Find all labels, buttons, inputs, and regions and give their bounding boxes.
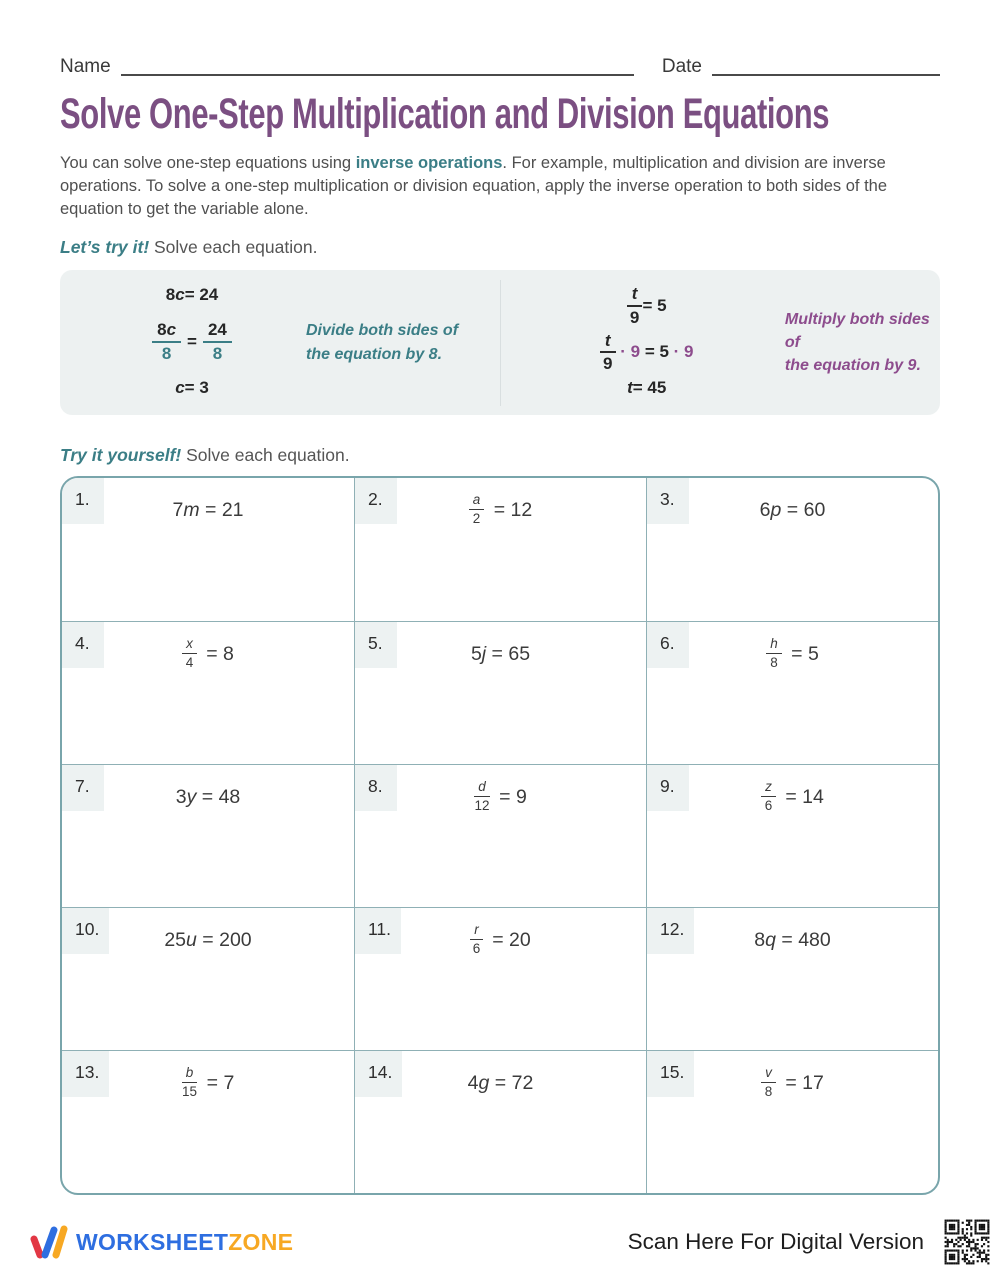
note-line: Divide both sides of	[306, 322, 459, 340]
fraction-denominator: 9	[602, 354, 613, 374]
equation-rest: = 60	[781, 498, 826, 521]
intro-text-after: . For example, multiplication and division are inverse operations. To solve a one-step multiplication or division equation, apply the inverse operation to both sides of the equation to get the variable alone.	[60, 154, 888, 218]
fraction-numerator: v	[761, 1066, 776, 1083]
equation-rest: = 48	[196, 785, 241, 808]
coefficient: 6	[759, 498, 771, 521]
fraction-denominator: 4	[185, 655, 194, 670]
equation-rest: = 24	[184, 285, 219, 304]
fraction-numerator: t	[600, 332, 616, 354]
variable: m	[183, 498, 200, 521]
intro-paragraph	[60, 152, 940, 221]
fraction-numerator: z	[761, 780, 776, 797]
equation-line	[600, 332, 694, 374]
problem-number: 3.	[647, 478, 689, 524]
date-label: Date	[661, 56, 702, 77]
name-blank-line	[121, 56, 634, 76]
variable: c	[166, 319, 177, 339]
equation-line	[627, 378, 666, 398]
equation-rest: = 45	[632, 378, 667, 397]
inverse-operations-highlight: inverse operations	[355, 154, 503, 172]
coefficient: 3	[175, 785, 187, 808]
equation-line	[175, 378, 209, 398]
equation-rest: = 8	[200, 642, 234, 665]
fraction-numerator: b	[182, 1066, 198, 1083]
problem-number: 10.	[62, 908, 109, 954]
coefficient: 25	[164, 928, 187, 951]
fraction-denominator: 15	[181, 1084, 197, 1099]
fraction	[627, 285, 643, 327]
problem-equation	[647, 774, 938, 820]
problem-number: 7.	[62, 765, 104, 811]
problem-number: 14.	[355, 1051, 402, 1097]
fraction-numerator: h	[766, 637, 782, 654]
problem-cell	[354, 1050, 646, 1193]
coefficient: 4	[467, 1071, 479, 1094]
fraction-denominator: 12	[474, 798, 490, 813]
coefficient: 7	[172, 498, 184, 521]
fraction	[761, 780, 776, 814]
problem-number: 9.	[647, 765, 689, 811]
variable: u	[186, 928, 197, 951]
problem-number: 4.	[62, 622, 104, 668]
problem-number: 1.	[62, 478, 104, 524]
note-line: the equation by 9.	[784, 357, 921, 375]
fraction	[152, 321, 181, 363]
equation-rest: = 17	[779, 1071, 824, 1094]
problem-cell	[62, 907, 354, 1050]
problem-equation	[62, 774, 354, 820]
variable: c	[175, 378, 185, 397]
equation-rest: = 14	[779, 785, 824, 808]
note-line: the equation by 8.	[306, 345, 443, 363]
fraction	[182, 1066, 198, 1100]
problem-equation	[647, 1060, 938, 1106]
problem-cell	[354, 621, 646, 764]
division-note	[306, 319, 458, 365]
fraction-numerator: x	[182, 637, 197, 654]
equation-rest: = 7	[201, 1071, 235, 1094]
equation-rest: = 3	[184, 378, 209, 397]
problem-equation	[647, 631, 938, 677]
problem-cell	[646, 478, 938, 621]
footer	[30, 1211, 998, 1273]
note-line: Multiply both sides of	[784, 310, 930, 351]
coefficient: 8	[165, 285, 176, 304]
equation-rest: = 65	[486, 642, 531, 665]
coefficient: 8	[754, 928, 766, 951]
fraction	[203, 321, 232, 363]
fraction-numerator: d	[474, 780, 490, 797]
problem-cell	[646, 621, 938, 764]
fraction-numerator: 24	[203, 321, 232, 343]
example-multiplication-equations	[567, 270, 727, 415]
multiply-operation: · 9	[668, 342, 694, 362]
title-row	[60, 90, 940, 142]
lets-try-label: Let’s try it!	[60, 237, 150, 257]
fraction-numerator: a	[469, 493, 485, 510]
try-yourself-heading	[60, 445, 940, 466]
intro-text-before: You can solve one-step equations using	[60, 154, 356, 172]
problem-cell	[62, 1050, 354, 1193]
fraction	[474, 780, 490, 814]
scan-here-label: Scan Here For Digital Version	[627, 1229, 924, 1254]
brand-name	[76, 1229, 293, 1256]
lets-try-heading	[60, 237, 940, 258]
problem-equation	[62, 1060, 354, 1106]
problem-equation	[647, 917, 938, 963]
variable: y	[186, 785, 197, 808]
problem-number: 15.	[647, 1051, 694, 1097]
problem-cell	[62, 478, 354, 621]
variable: p	[770, 498, 782, 521]
problem-number: 12.	[647, 908, 694, 954]
problem-cell	[646, 907, 938, 1050]
equation-rest: = 72	[489, 1071, 534, 1094]
equation-rest: = 480	[775, 928, 831, 951]
problem-number: 2.	[355, 478, 397, 524]
equation-rest: = 5	[640, 342, 669, 362]
example-division-equations	[122, 270, 262, 415]
example-multiplication	[501, 270, 941, 415]
equation-rest: = 12	[488, 498, 533, 521]
example-division	[60, 270, 500, 415]
equation-line	[627, 285, 667, 327]
problem-equation	[355, 917, 646, 963]
equation-line	[152, 321, 232, 363]
try-yourself-label: Try it yourself!	[60, 445, 182, 465]
problem-cell	[354, 764, 646, 907]
multiply-operation: · 9	[615, 342, 641, 362]
problem-equation	[355, 631, 646, 677]
worksheet-zone-logo	[30, 1222, 293, 1262]
equation-rest: = 21	[199, 498, 244, 521]
fraction-denominator: 6	[472, 941, 481, 956]
problem-number: 11.	[355, 908, 401, 954]
multiplication-note	[785, 308, 940, 378]
brand-word-zone: ZONE	[228, 1228, 294, 1255]
fraction	[470, 923, 483, 957]
problem-cell	[646, 764, 938, 907]
variable: g	[478, 1071, 490, 1094]
problem-cell	[354, 907, 646, 1050]
problem-equation	[62, 487, 354, 533]
coefficient: 5	[470, 642, 482, 665]
qr-code	[936, 1211, 998, 1273]
variable: j	[481, 642, 487, 665]
problem-equation	[62, 917, 354, 963]
equals-sign: =	[187, 331, 197, 351]
problem-cell	[354, 478, 646, 621]
fraction	[761, 1066, 776, 1100]
problem-number: 13.	[62, 1051, 109, 1097]
fraction-denominator: 6	[764, 798, 773, 813]
date-blank-line	[712, 56, 940, 76]
problem-equation	[355, 774, 646, 820]
problem-cell	[646, 1050, 938, 1193]
fraction-denominator: 8	[212, 343, 223, 363]
fraction-denominator: 2	[472, 511, 481, 526]
lets-try-instruction: Solve each equation.	[149, 237, 318, 257]
equation-rest: = 5	[642, 295, 667, 315]
fraction-numerator: t	[627, 285, 643, 307]
problem-number: 5.	[355, 622, 397, 668]
problem-number: 8.	[355, 765, 397, 811]
variable: t	[627, 378, 633, 397]
equation-rest: = 5	[785, 642, 819, 665]
problem-cell	[62, 764, 354, 907]
fraction	[766, 637, 782, 671]
fraction-numerator	[152, 321, 181, 343]
fraction	[600, 332, 616, 374]
equation-rest: = 200	[196, 928, 252, 951]
problem-cell	[62, 621, 354, 764]
w-mark-icon	[30, 1222, 68, 1262]
fraction-denominator: 9	[629, 307, 640, 327]
fraction-denominator: 8	[770, 655, 778, 670]
fraction-denominator: 8	[764, 1084, 773, 1099]
brand-word-worksheet: WORKSHEET	[76, 1228, 229, 1255]
problem-equation	[355, 487, 646, 533]
equation-rest: = 20	[486, 928, 531, 951]
problem-equation	[62, 631, 354, 677]
try-yourself-instruction: Solve each equation.	[181, 445, 350, 465]
fraction-numerator: r	[470, 923, 483, 940]
problem-equation	[355, 1060, 646, 1106]
name-label: Name	[60, 56, 111, 77]
fraction-denominator: 8	[161, 343, 172, 363]
example-box	[60, 270, 940, 415]
variable: c	[175, 285, 185, 304]
page-title: Solve One-Step Multiplication and Division Equations	[60, 90, 830, 138]
problems-grid	[60, 476, 940, 1195]
coefficient: 8	[157, 319, 167, 339]
variable: q	[765, 928, 776, 951]
problem-equation	[647, 487, 938, 533]
problem-number: 6.	[647, 622, 689, 668]
fraction	[469, 493, 485, 527]
fraction	[182, 637, 197, 671]
equation-rest: = 9	[493, 785, 527, 808]
equation-line	[166, 285, 219, 305]
name-date-row	[60, 56, 940, 78]
